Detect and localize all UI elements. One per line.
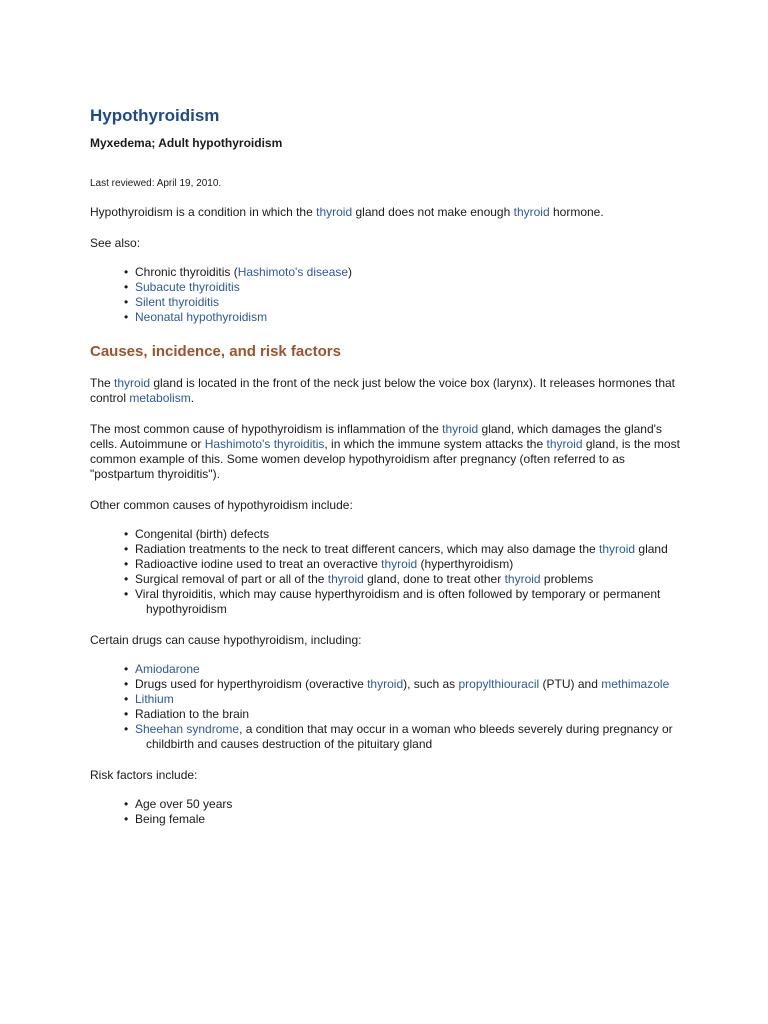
link-thyroid[interactable]: thyroid [114, 376, 151, 390]
link-thyroid[interactable]: thyroid [327, 572, 364, 586]
link-subacute-thyroiditis[interactable]: Subacute thyroiditis [135, 280, 240, 294]
risk-factors-list [90, 797, 688, 827]
see-also-label: See also: [90, 236, 141, 250]
link-metabolism[interactable]: metabolism [129, 391, 191, 405]
list-item [135, 280, 688, 295]
list-item [135, 295, 688, 310]
other-causes-list [90, 527, 688, 617]
list-item: • Chronic thyroiditis (Hashimoto's disease) [135, 265, 688, 280]
link-amiodarone[interactable]: Amiodarone [135, 662, 200, 676]
link-thyroid[interactable]: thyroid [381, 557, 418, 571]
causes-paragraph-4: Certain drugs can cause hypothyroidism, including: [90, 633, 362, 647]
link-thyroid[interactable]: thyroid [513, 205, 550, 219]
link-hashimotos-disease[interactable]: Hashimoto's disease [237, 265, 349, 279]
list-item: • Congenital (birth) defects [135, 527, 688, 542]
list-item: • Radiation to the brain [135, 707, 688, 722]
causes-paragraph-1: The thyroid gland is located in the front of the neck just below the voice box (larynx). It releases hormones that control metabolism. [90, 376, 675, 405]
list-item: • Surgical removal of part or all of the thyroid gland, done to treat other thyroid problems [135, 572, 688, 587]
list-item: • Being female [135, 812, 688, 827]
list-item [135, 662, 688, 677]
causes-paragraph-5: Risk factors include: [90, 768, 198, 782]
list-item: • Radioactive iodine used to treat an overactive thyroid (hyperthyroidism) [135, 557, 688, 572]
link-silent-thyroiditis[interactable]: Silent thyroiditis [135, 295, 220, 309]
link-methimazole[interactable]: methimazole [601, 677, 670, 691]
last-reviewed-date: Last reviewed: April 19, 2010. [90, 178, 222, 189]
link-thyroid[interactable]: thyroid [546, 437, 583, 451]
list-item: • Age over 50 years [135, 797, 688, 812]
link-thyroid[interactable]: thyroid [504, 572, 541, 586]
page-title: Hypothyroidism [90, 106, 220, 125]
causes-paragraph-2: The most common cause of hypothyroidism is inflammation of the thyroid gland, which damages the gland's cells. Autoimmune or Hashimoto's thyroiditis, in which the immune system attacks the thyroid gland, is the most common example of this. Some women develop hypothyroidism after pregnancy (often referred to as "postpartum thyroiditis"). [90, 422, 680, 481]
page-subtitle: Myxedema; Adult hypothyroidism [90, 136, 283, 150]
list-item: • Sheehan syndrome, a condition that may occur in a woman who bleeds severely during pregnancy or childbirth and causes destruction of the pituitary gland [135, 722, 688, 752]
link-neonatal-hypothyroidism[interactable]: Neonatal hypothyroidism [135, 310, 268, 324]
link-propylthiouracil[interactable]: propylthiouracil [458, 677, 540, 691]
link-thyroid[interactable]: thyroid [367, 677, 404, 691]
link-thyroid[interactable]: thyroid [442, 422, 479, 436]
list-item: • Viral thyroiditis, which may cause hyperthyroidism and is often followed by temporary or permanent hypothyroidism [135, 587, 688, 617]
list-item: • Drugs used for hyperthyroidism (overactive thyroid), such as propylthiouracil (PTU) and methimazole [135, 677, 688, 692]
drugs-list [90, 662, 688, 752]
link-thyroid[interactable]: thyroid [316, 205, 353, 219]
see-also-list [90, 265, 688, 325]
causes-paragraph-3: Other common causes of hypothyroidism include: [90, 498, 353, 512]
link-hashimotos-thyroiditis[interactable]: Hashimoto's thyroiditis [204, 437, 325, 451]
list-item: • Radiation treatments to the neck to treat different cancers, which may also damage the thyroid gland [135, 542, 688, 557]
intro-paragraph: Hypothyroidism is a condition in which the thyroid gland does not make enough thyroid hormone. [90, 205, 604, 219]
list-item [135, 692, 688, 707]
list-item [135, 310, 688, 325]
link-thyroid[interactable]: thyroid [599, 542, 636, 556]
link-lithium[interactable]: Lithium [135, 692, 174, 706]
section-heading-causes: Causes, incidence, and risk factors [90, 343, 341, 360]
link-sheehan-syndrome[interactable]: Sheehan syndrome [135, 722, 240, 736]
